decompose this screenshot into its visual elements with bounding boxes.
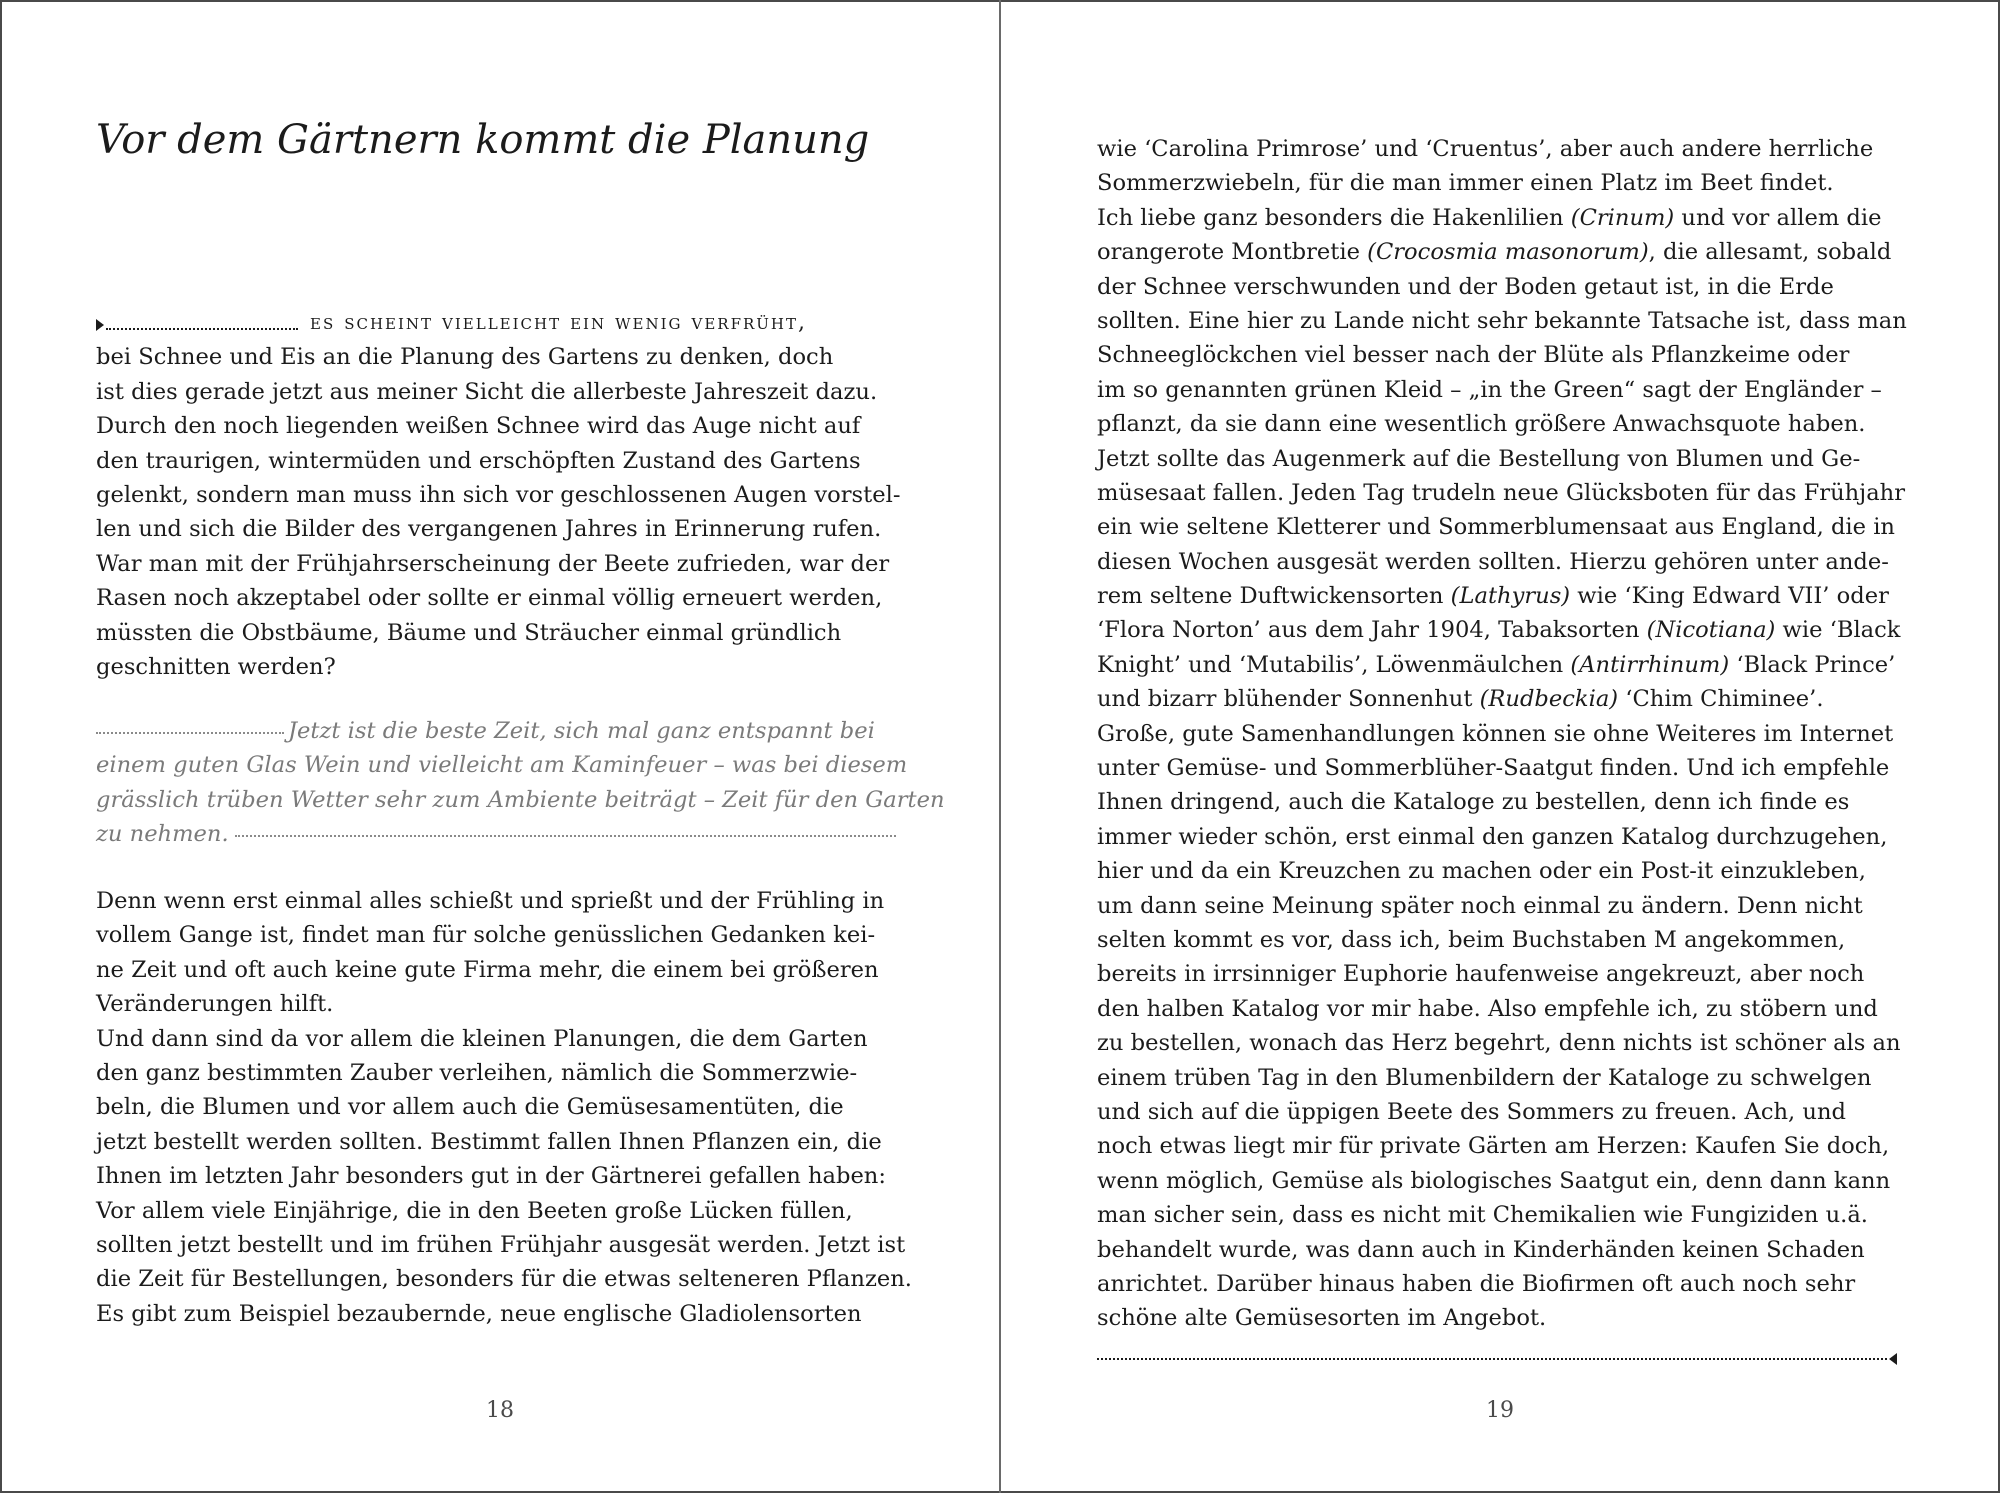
text-line: pflanzt, da sie dann eine wesentlich größere Anwachsquote haben. xyxy=(1097,411,1866,438)
text-line: len und sich die Bilder des vergangenen Jahres in Erinnerung rufen. xyxy=(96,516,882,543)
text-line: Ihnen dringend, auch die Kataloge zu bestellen, denn ich finde es xyxy=(1097,789,1850,816)
text-line: geschnitten werden? xyxy=(96,653,336,680)
text-line: der Schnee verschwunden und der Boden getaut ist, in die Erde xyxy=(1097,273,1834,300)
text-line: Und dann sind da vor allem die kleinen Planungen, die dem Garten xyxy=(96,1025,868,1052)
text-line: müssten die Obstbäume, Bäume und Sträucher einmal gründlich xyxy=(96,619,842,646)
text-line: Es gibt zum Beispiel bezaubernde, neue englische Gladiolensorten xyxy=(96,1300,862,1327)
arrow-left-icon xyxy=(1889,1353,1897,1365)
text-line: zu bestellen, wonach das Herz begehrt, denn nichts ist schöner als an xyxy=(1097,1030,1901,1057)
text-line: Ihnen im letzten Jahr besonders gut in der Gärtnerei gefallen haben: xyxy=(96,1163,886,1190)
text-line: Sommerzwiebeln, für die man immer einen Platz im Beet findet. xyxy=(1097,170,1834,197)
pull-quote xyxy=(96,714,945,852)
pull-leader xyxy=(96,732,284,734)
left-page xyxy=(0,0,999,1493)
dotted-leader xyxy=(96,317,298,329)
right-page xyxy=(1001,0,2000,1493)
page-number: 18 xyxy=(486,1398,514,1423)
text-line: beln, die Blumen und vor allem auch die Gemüsesamentüten, die xyxy=(96,1094,844,1121)
text-line: selten kommt es vor, dass ich, beim Buchstaben M angekommen, xyxy=(1097,926,1846,953)
text-line: Durch den noch liegenden weißen Schnee wird das Auge nicht auf xyxy=(96,413,861,440)
intro-lines xyxy=(96,340,901,684)
text-line: wie ‘Carolina Primrose’ und ‘Cruentus’, aber auch andere herrliche xyxy=(1097,136,1874,162)
text-line: den ganz bestimmten Zauber verleihen, nämlich die Sommerzwie- xyxy=(96,1059,858,1086)
body-paragraph xyxy=(96,884,912,1331)
text-line: sollten jetzt bestellt und im frühen Frühjahr ausgesät werden. Jetzt ist xyxy=(96,1231,906,1258)
text-line: Jetzt sollte das Augenmerk auf die Bestellung von Blumen und Ge- xyxy=(1097,445,1861,472)
pull-quote-line: Jetzt ist die beste Zeit, sich mal ganz entspannt bei xyxy=(288,718,875,744)
text-line: Knight’ und ‘Mutabilis’, Löwenmäulchen (Antirrhinum) ‘Black Prince’ xyxy=(1097,651,1896,678)
text-line: Veränderungen hilft. xyxy=(96,991,334,1018)
text-line: Ich liebe ganz besonders die Hakenlilien (Crinum) und vor allem die xyxy=(1097,204,1882,231)
text-line: War man mit der Frühjahrserscheinung der Beete zufrieden, war der xyxy=(96,550,890,577)
text-line: man sicher sein, dass es nicht mit Chemikalien wie Fungiziden u.ä. xyxy=(1097,1202,1868,1229)
text-line: ‘Flora Norton’ aus dem Jahr 1904, Tabaksorten (Nicotiana) wie ‘Black xyxy=(1097,617,1901,644)
pull-trailer xyxy=(235,835,896,837)
text-line: unter Gemüse- und Sommerblüher-Saatgut finden. Und ich empfehle xyxy=(1097,755,1890,782)
text-line: Schneeglöckchen viel besser nach der Blüte als Pflanzkeime oder xyxy=(1097,342,1850,369)
botanical-name: (Crinum) xyxy=(1570,204,1675,231)
pull-quote-line: einem guten Glas Wein und vielleicht am Kaminfeuer – was bei diesem xyxy=(96,752,908,779)
text-line: anrichtet. Darüber hinaus haben die Biofirmen oft auch noch sehr xyxy=(1097,1270,1856,1297)
intro-paragraph xyxy=(96,306,901,684)
text-line: im so genannten grünen Kleid – „in the Green“ sagt der Engländer – xyxy=(1097,376,1882,403)
text-line: ein wie seltene Kletterer und Sommerblumensaat aus England, die in xyxy=(1097,514,1895,541)
text-line: Rasen noch akzeptabel oder sollte er einmal völlig erneuert werden, xyxy=(96,585,883,612)
text-line: den halben Katalog vor mir habe. Also empfehle ich, zu stöbern und xyxy=(1097,995,1878,1022)
text-line: um dann seine Meinung später noch einmal zu ändern. Denn nicht xyxy=(1097,892,1863,919)
text-line: orangerote Montbretie (Crocosmia masonorum), die allesamt, sobald xyxy=(1097,239,1892,266)
text-line: und sich auf die üppigen Beete des Sommers zu freuen. Ach, und xyxy=(1097,1098,1846,1125)
text-line: ist dies gerade jetzt aus meiner Sicht die allerbeste Jahreszeit dazu. xyxy=(96,378,878,405)
text-line: diesen Wochen ausgesät werden sollten. Hierzu gehören unter ande- xyxy=(1097,548,1889,575)
text-line: sollten. Eine hier zu Lande nicht sehr bekannte Tatsache ist, dass man xyxy=(1097,307,1907,334)
text-line: gelenkt, sondern man muss ihn sich vor geschlossenen Augen vorstel- xyxy=(96,481,901,508)
intro-first-line xyxy=(96,306,896,340)
text-line: bereits in irrsinniger Euphorie haufenweise angekreuzt, aber noch xyxy=(1097,961,1865,988)
text-line: hier und da ein Kreuzchen zu machen oder ein Post-it einzukleben, xyxy=(1097,858,1866,885)
text-line: müsesaat fallen. Jeden Tag trudeln neue Glücksboten für das Frühjahr xyxy=(1097,479,1906,506)
text-line: einem trüben Tag in den Blumenbildern der Kataloge zu schwelgen xyxy=(1097,1064,1872,1091)
text-line: die Zeit für Bestellungen, besonders für die etwas selteneren Pflanzen. xyxy=(96,1266,912,1293)
pull-quote-line: zu nehmen. xyxy=(96,821,229,848)
botanical-name: (Nicotiana) xyxy=(1646,617,1776,644)
botanical-name: (Crocosmia masonorum) xyxy=(1367,239,1649,266)
text-line: ne Zeit und oft auch keine gute Firma mehr, die einem bei größeren xyxy=(96,956,879,983)
botanical-name: (Antirrhinum) xyxy=(1570,651,1730,678)
text-line: vollem Gange ist, findet man für solche genüsslichen Gedanken kei- xyxy=(96,922,876,949)
text-line: rem seltene Duftwickensorten (Lathyrus) wie ‘King Edward VII’ oder xyxy=(1097,583,1889,610)
pull-quote-line: grässlich trüben Wetter sehr zum Ambiente beiträgt – Zeit für den Garten xyxy=(96,786,945,813)
text-line: Große, gute Samenhandlungen können sie ohne Weiteres im Internet xyxy=(1097,720,1894,747)
botanical-name: (Rudbeckia) xyxy=(1479,686,1619,713)
arrow-right-icon xyxy=(96,319,104,331)
text-line: schöne alte Gemüsesorten im Angebot. xyxy=(1097,1305,1547,1332)
botanical-name: (Lathyrus) xyxy=(1450,583,1571,610)
text-line: jetzt bestellt werden sollten. Bestimmt fallen Ihnen Pflanzen ein, die xyxy=(96,1128,882,1155)
text-line: Vor allem viele Einjährige, die in den Beeten große Lücken füllen, xyxy=(96,1197,853,1224)
chapter-title: Vor dem Gärtnern kommt die Planung xyxy=(96,117,870,163)
page-number: 19 xyxy=(1486,1398,1514,1423)
end-rule xyxy=(1097,1352,1897,1366)
intro-lead-smallcaps: es scheint vielleicht ein wenig verfrüht, xyxy=(310,310,807,335)
right-text-column xyxy=(1097,132,1907,1336)
text-line: und bizarr blühender Sonnenhut (Rudbeckia) ‘Chim Chiminee’. xyxy=(1097,686,1824,713)
text-line: behandelt wurde, was dann auch in Kinderhänden keinen Schaden xyxy=(1097,1236,1865,1263)
text-line: den traurigen, wintermüden und erschöpften Zustand des Gartens xyxy=(96,447,861,474)
text-line: bei Schnee und Eis an die Planung des Gartens zu denken, doch xyxy=(96,344,834,371)
text-line: Denn wenn erst einmal alles schießt und sprießt und der Frühling in xyxy=(96,888,885,914)
text-line: immer wieder schön, erst einmal den ganzen Katalog durchzugehen, xyxy=(1097,823,1888,850)
text-line: noch etwas liegt mir für private Gärten am Herzen: Kaufen Sie doch, xyxy=(1097,1133,1890,1160)
text-line: wenn möglich, Gemüse als biologisches Saatgut ein, denn dann kann xyxy=(1097,1167,1891,1194)
